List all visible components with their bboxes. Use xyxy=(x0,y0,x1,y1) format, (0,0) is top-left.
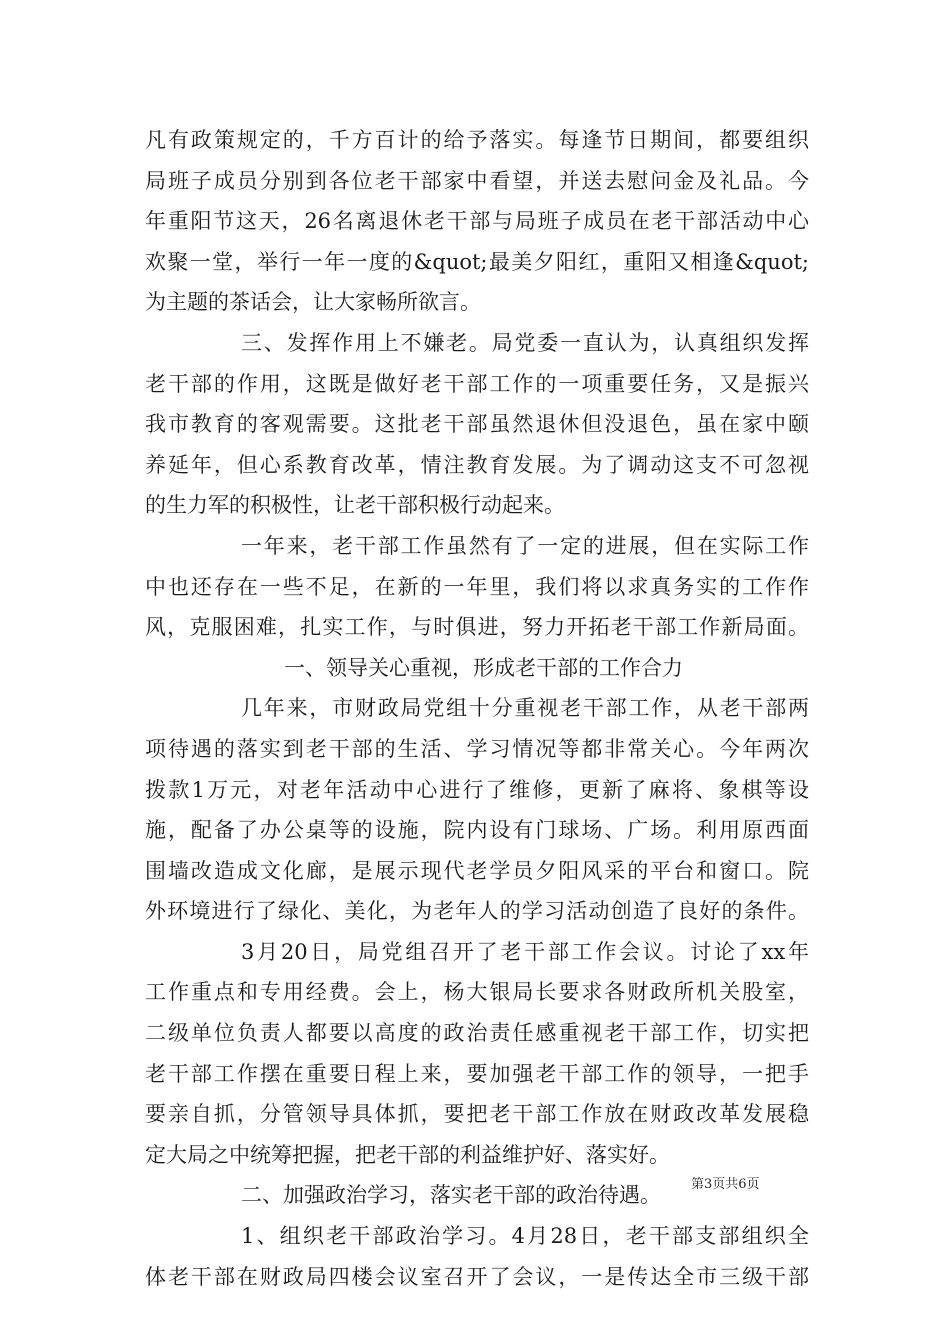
text-line: 一年来，老干部工作虽然有了一定的进展，但在实际工作 xyxy=(241,533,809,558)
text-line: 我市教育的客观需要。这批老干部虽然退休但没退色，虽在家中颐 xyxy=(145,412,809,437)
text-line: 为主题的茶话会，让大家畅所欲言。 xyxy=(145,290,481,315)
text-line: 拨款1万元，对老年活动中心进行了维修，更新了麻将、象棋等设 xyxy=(145,777,809,802)
text-line: 二级单位负责人都要以高度的政治责任感重视老干部工作，切实把 xyxy=(145,1021,809,1046)
section-heading-two: 二、加强政治学习，落实老干部的政治待遇。 xyxy=(241,1183,661,1208)
text-line: 老干部工作摆在重要日程上来，要加强老干部工作的领导，一把手 xyxy=(145,1061,809,1086)
text-line: 体老干部在财政局四楼会议室召开了会议，一是传达全市三级干部 xyxy=(145,1264,809,1289)
text-line: 定大局之中统筹把握，把老干部的利益维护好、落实好。 xyxy=(145,1142,670,1167)
section-title: 一、领导关心重视，形成老干部的工作合力 xyxy=(284,655,683,680)
text-line: 养延年，但心系教育改革，情注教育发展。为了调动这支不可忽视 xyxy=(145,452,809,477)
text-line: 老干部的作用，这既是做好老干部工作的一项重要任务，又是振兴 xyxy=(145,371,809,396)
text-line: 工作重点和专用经费。会上，杨大银局长要求各财政所机关股室， xyxy=(145,980,809,1005)
text-line: 年重阳节这天，26名离退休老干部与局班子成员在老干部活动中心 xyxy=(145,209,809,234)
text-line: 欢聚一堂，举行一年一度的&quot;最美夕阳红，重阳又相逢&quot; xyxy=(145,249,809,274)
text-line: 外环境进行了绿化、美化，为老年人的学习活动创造了良好的条件。 xyxy=(145,899,809,924)
text-line: 3月20日，局党组召开了老干部工作会议。讨论了xx年 xyxy=(241,939,809,964)
text-line: 项待遇的落实到老干部的生活、学习情况等都非常关心。今年两次 xyxy=(145,736,809,761)
text-line: 中也还存在一些不足，在新的一年里，我们将以求真务实的工作作 xyxy=(145,574,809,599)
text-line: 局班子成员分别到各位老干部家中看望，并送去慰问金及礼品。今 xyxy=(145,168,809,193)
section-heading-three: 三、发挥作用上不嫌老。局党委一直认为，认真组织发挥 xyxy=(241,330,809,355)
text-line: 1、组织老干部政治学习。4月28日，老干部支部组织全 xyxy=(241,1224,809,1249)
page-number: 第3页共6页 xyxy=(691,1177,760,1192)
text-line: 凡有政策规定的，千方百计的给予落实。每逢节日期间，都要组织 xyxy=(145,128,809,152)
text-line: 几年来，市财政局党组十分重视老干部工作，从老干部两 xyxy=(241,696,809,721)
text-line: 施，配备了办公桌等的设施，院内设有门球场、广场。利用原西面 xyxy=(145,818,809,843)
text-line: 围墙改造成文化廊，是展示现代老学员夕阳风采的平台和窗口。院 xyxy=(145,858,809,883)
text-line: 风，克服困难，扎实工作，与时俱进，努力开拓老干部工作新局面。 xyxy=(145,615,809,640)
document-body xyxy=(145,120,809,1297)
text-line: 的生力军的积极性，让老干部积极行动起来。 xyxy=(145,493,565,518)
text-line: 要亲自抓，分管领导具体抓，要把老干部工作放在财政改革发展稳 xyxy=(145,1102,809,1127)
